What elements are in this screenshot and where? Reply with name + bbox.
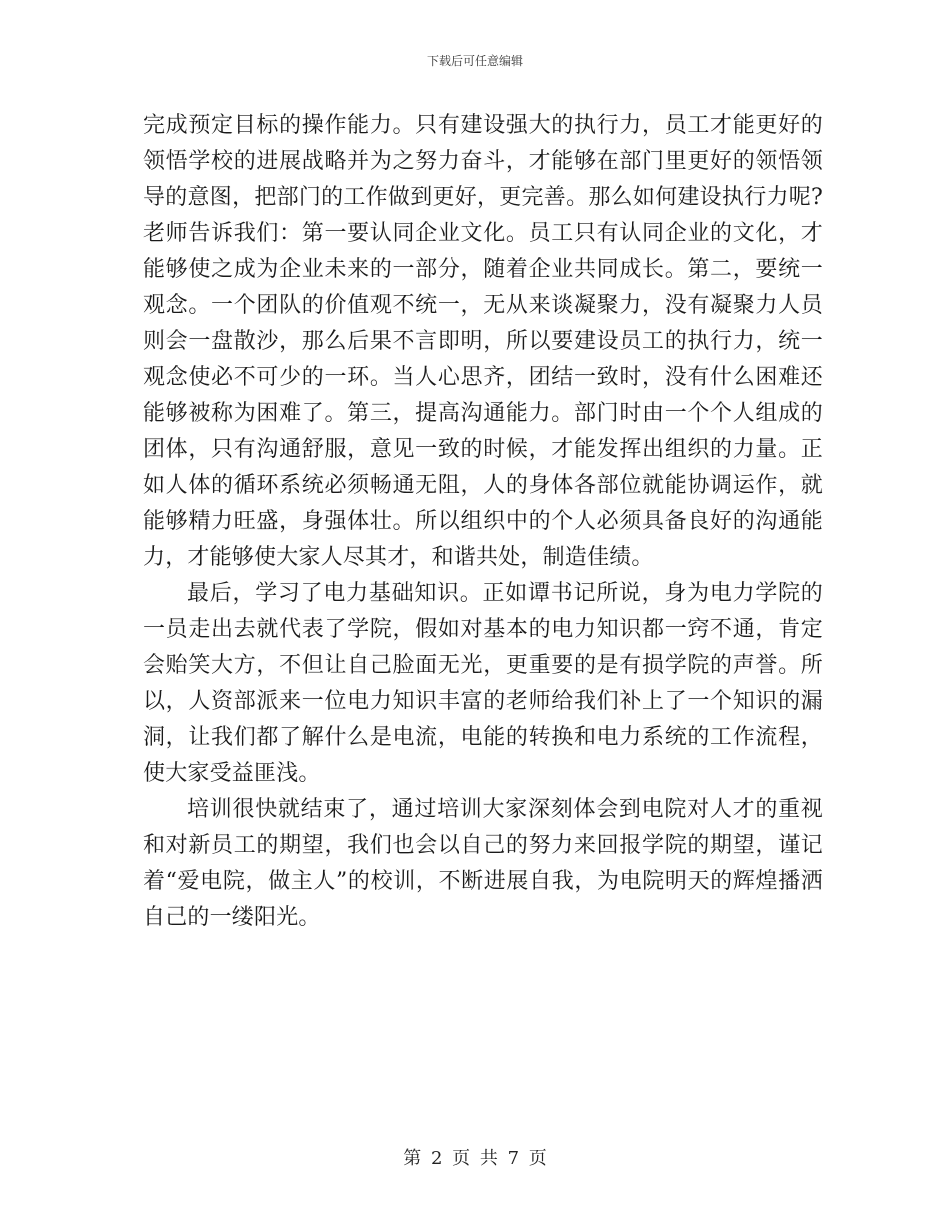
page-header: 下载后可任意编辑	[426, 54, 523, 68]
document-body	[143, 108, 823, 936]
paragraph-conclusion: 培训很快就结束了，通过培训大家深刻体会到电院对人才的重视和对新员工的期望，我们也会以自己的努力来回报学院的期望，谨记着“爱电院，做主人”的校训，不断进展自我，为电院明天的辉煌播洒自己的一缕阳光。	[143, 797, 823, 930]
paragraph-continued: 完成预定目标的操作能力。只有建设强大的执行力，员工才能更好的领悟学校的进展战略并为之努力奋斗，才能够在部门里更好的领悟领导的意图，把部门的工作做到更好，更完善。那么如何建设执行力呢?老师告诉我们：第一要认同企业文化。员工只有认同企业的文化，才能够使之成为企业未来的一部分，随着企业共同成长。第二，要统一观念。一个团队的价值观不统一，无从来谈凝聚力，没有凝聚力人员则会一盘散沙，那么后果不言即明，所以要建设员工的执行力，统一观念使必不可少的一环。当人心思齐，团结一致时，没有什么困难还能够被称为困难了。第三，提高沟通能力。部门时由一个个人组成的团体，只有沟通舒服，意见一致的时候，才能发挥出组织的力量。正如人体的循环系统必须畅通无阻，人的身体各部位就能协调运作，就能够精力旺盛，身强体壮。所以组织中的个人必须具备良好的沟通能力，才能够使大家人尽其才，和谐共处，制造佳绩。	[143, 113, 823, 570]
page-number-footer: 第 2 页 共 7 页	[403, 1148, 547, 1169]
paragraph-electric-knowledge: 最后，学习了电力基础知识。正如谭书记所说，身为电力学院的一员走出去就代表了学院，假如对基本的电力知识都一窍不通，肯定会贻笑大方，不但让自己脸面无光，更重要的是有损学院的声誉。所以，人资部派来一位电力知识丰富的老师给我们补上了一个知识的漏洞，让我们都了解什么是电流，电能的转换和电力系统的工作流程，使大家受益匪浅。	[143, 581, 823, 786]
